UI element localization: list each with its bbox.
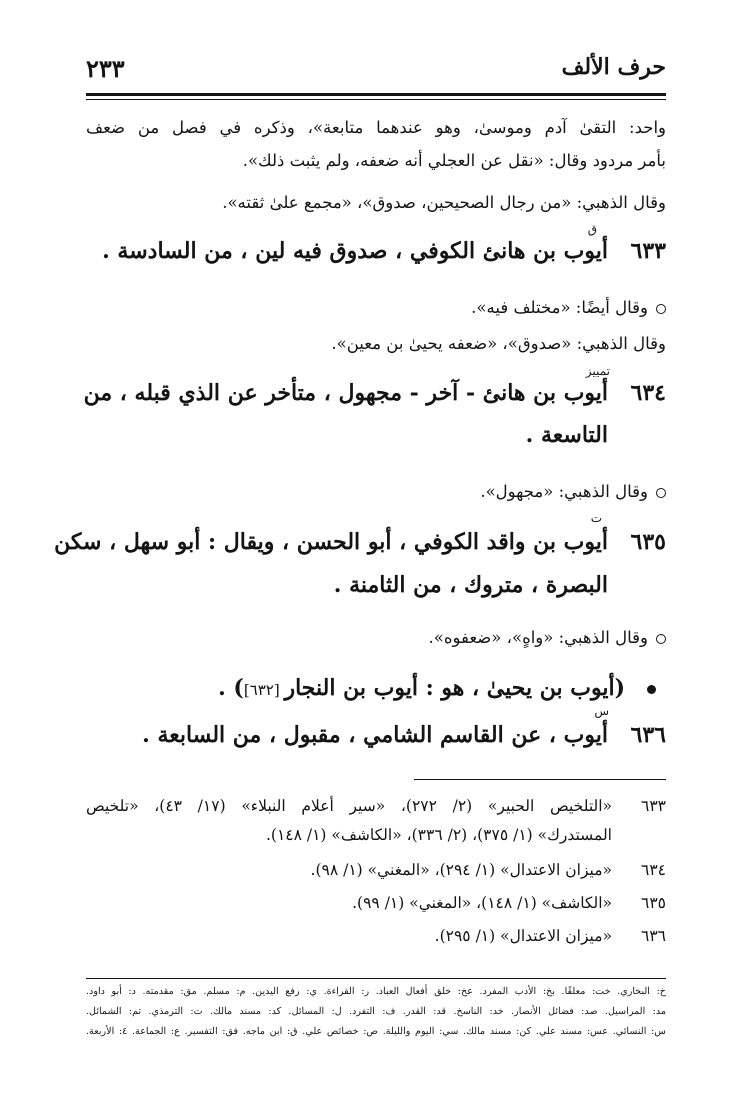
page-header [86,54,666,94]
note-text: وقال أيضًا: «مختلف فيه». [471,298,648,317]
entry-text: أيوب بن هانئ - آخر - مجهول ، متأخر عن الذي قبله ، من [83,380,608,406]
book-symbol: س [594,704,609,718]
entry-number: ٦٣٤ [630,380,666,406]
book-symbol: ت [590,511,602,525]
footnote-separator [414,779,666,780]
footnote: ٦٣٥«الكاشف» (١/ ١٤٨)، «المغني» (١/ ٩٩). [352,894,666,912]
entry-text: أيوب ، عن القاسم الشامي ، مقبول ، من السابعة . [142,722,608,748]
entry-number: ٦٣٥ [630,529,666,555]
cross-reference: (أيوب بن يحيىٰ ، هو : أيوب بن النجار [٦٣٢]) . [218,675,656,701]
note-line: وقال الذهبي: «صدوق»، «ضعفه يحيىٰ بن معين». [331,334,666,353]
footnote-continuation: المستدرك» (١/ ٣٧٥)، (٢/ ٣٣٦)، «الكاشف» (١/ ١٤٨). [265,826,612,844]
circle-bullet-icon [656,304,666,314]
note-line [471,298,666,317]
note-text: وقال الذهبي: «مجهول». [480,482,648,501]
entry-text: أيوب بن هانئ الكوفي ، صدوق فيه لين ، من السادسة . [102,238,608,264]
filled-bullet-icon [647,685,656,694]
chapter-title: حرف الألف [561,54,666,80]
paragraph-line: وقال الذهبي: «من رجال الصحيحين، صدوق»، «مجمع علىٰ ثقته». [222,193,666,212]
footnote: ٦٣٦«ميزان الاعتدال» (١/ ٢٩٥). [434,927,666,945]
header-rule-thick [86,93,666,96]
footnote: ٦٣٤«ميزان الاعتدال» (١/ ٢٩٤)، «المغني» (١/ ٩٨). [310,861,666,879]
note-line [428,628,666,647]
entry-text: التاسعة . [525,422,608,448]
entry-number: ٦٣٣ [630,238,666,264]
abbreviations-line: س: النسائي. عس: مسند علي. كن: مسند مالك. سي: اليوم والليلة. ص: خصائص علي. ق: ابن ماجه. فق: التفسير. ع: الجماعة. ٤: الأربعة. [86,1026,666,1037]
entry-text: البصرة ، متروك ، من الثامنة . [333,572,608,598]
abbreviations-line: خ: البخاري. خت: معلقًا. بخ: الأدب المفرد. عخ: خلق أفعال العباد. ر: القراءة. ي: رفع اليدين. م: مسلم. مق: مقدمته. د: أبو داود. [86,986,666,997]
abbreviations-line: مد: المراسيل. صد: فضائل الأنصار. خد: الناسخ. قد: القدر. ف: التفرد. ل: المسائل. كد: مسند مالك. ت: الترمذي. تم: الشمائل. [86,1006,666,1017]
abbreviations-rule [86,978,666,979]
note-line [480,482,666,501]
paragraph-line: واحد: التقىٰ آدم وموسىٰ، وهو عندهما متابعة»، وذكره في فصل من ضعف [86,118,666,137]
circle-bullet-icon [656,488,666,498]
book-symbol: تمييز [585,364,610,378]
paragraph-line: بأمر مردود وقال: «نقل عن العجلي أنه ضعفه، ولم يثبت ذلك». [242,151,666,170]
header-rule-thin [86,99,666,100]
page-number: ٢٣٣ [86,54,125,83]
book-symbol: ق [587,222,597,236]
circle-bullet-icon [656,634,666,644]
note-text: وقال الذهبي: «واهٍ»، «ضعفوه». [428,628,648,647]
entry-text: أيوب بن واقد الكوفي ، أبو الحسن ، ويقال : أبو سهل ، سكن [54,529,608,555]
footnote: ٦٣٣«التلخيص الحبير» (٢/ ٢٧٢)، «سير أعلام النبلاء» (١٧/ ٤٣)، «تلخيص [86,797,667,815]
entry-number: ٦٣٦ [630,722,666,748]
